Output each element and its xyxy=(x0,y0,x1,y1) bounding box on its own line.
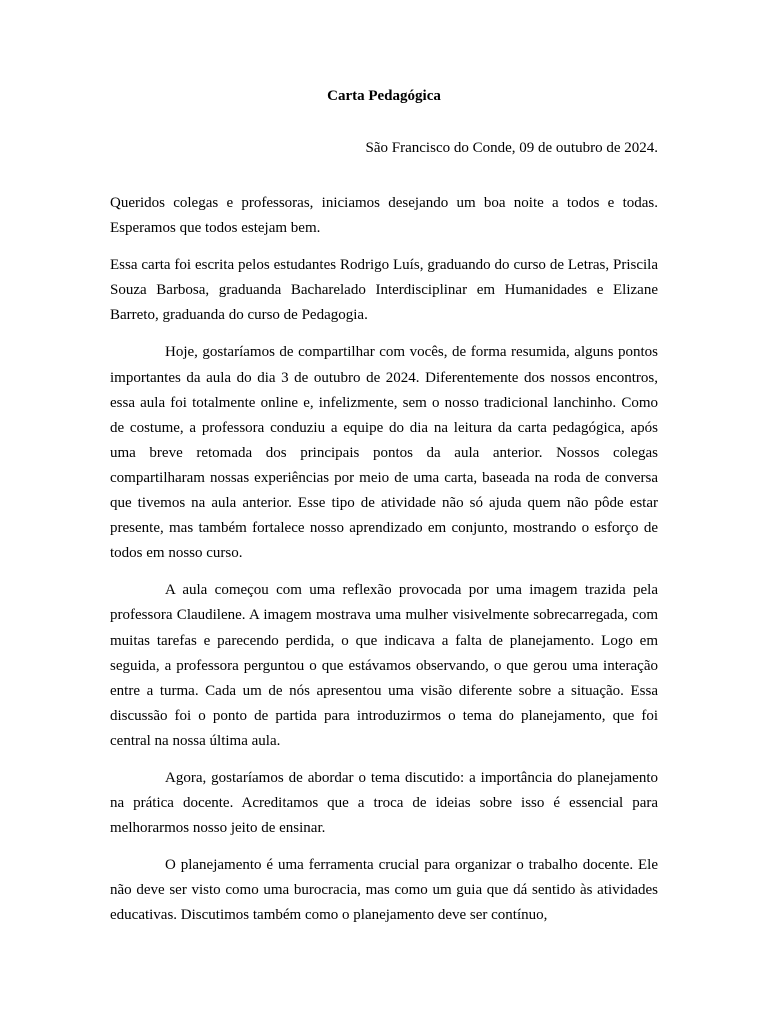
paragraph-planning: O planejamento é uma ferramenta crucial para organizar o trabalho docente. Ele não deve ser visto como uma burocracia, mas como um guia que dá sentido às atividades educativas. Discutimos também como o planejamento deve ser contínuo, xyxy=(110,857,658,924)
paragraph-reflection: A aula começou com uma reflexão provocada por uma imagem trazida pela professora Claudilene. A imagem mostrava uma mulher visivelmente sobrecarregada, com muitas tarefas e parecendo perdida, o que indicava a falta de planejamento. Logo em seguida, a professora perguntou o que estávamos observando, o que gerou uma interação entre a turma. Cada um de nós apresentou uma visão diferente sobre a situação. Essa discussão foi o ponto de partida para introduzirmos o tema do planejamento, que foi central na nossa última aula. xyxy=(110,582,658,749)
document-page xyxy=(110,80,658,929)
paragraph-greeting: Queridos colegas e professoras, iniciamos desejando um boa noite a todos e todas. Esperamos que todos estejam bem. xyxy=(110,195,658,237)
date-line: São Francisco do Conde, 09 de outubro de 2024. xyxy=(365,140,658,156)
paragraph-class-summary: Hoje, gostaríamos de compartilhar com vocês, de forma resumida, alguns pontos importantes da aula do dia 3 de outubro de 2024. Diferentemente dos nossos encontros, essa aula foi totalmente online e, infelizmente, sem o nosso tradicional lanchinho. Como de costume, a professora conduziu a equipe do dia na leitura da carta pedagógica, após uma breve retomada dos principais pontos da aula anterior. Nossos colegas compartilharam nossas experiências por meio de uma carta, baseada na roda de conversa que tivemos na aula anterior. Esse tipo de atividade não só ajuda quem não pôde estar presente, mas também fortalece nosso aprendizado em conjunto, mostrando o esforço de todos em nosso curso. xyxy=(110,344,658,562)
document-title: Carta Pedagógica xyxy=(327,88,441,104)
paragraph-authors: Essa carta foi escrita pelos estudantes Rodrigo Luís, graduando do curso de Letras, Priscila Souza Barbosa, graduanda Bacharelado Interdisciplinar em Humanidades e Elizane Barreto, graduanda do curso de Pedagogia. xyxy=(110,257,658,324)
paragraph-topic: Agora, gostaríamos de abordar o tema discutido: a importância do planejamento na prática docente. Acreditamos que a troca de ideias sobre isso é essencial para melhorarmos nosso jeito de ensinar. xyxy=(110,769,658,837)
